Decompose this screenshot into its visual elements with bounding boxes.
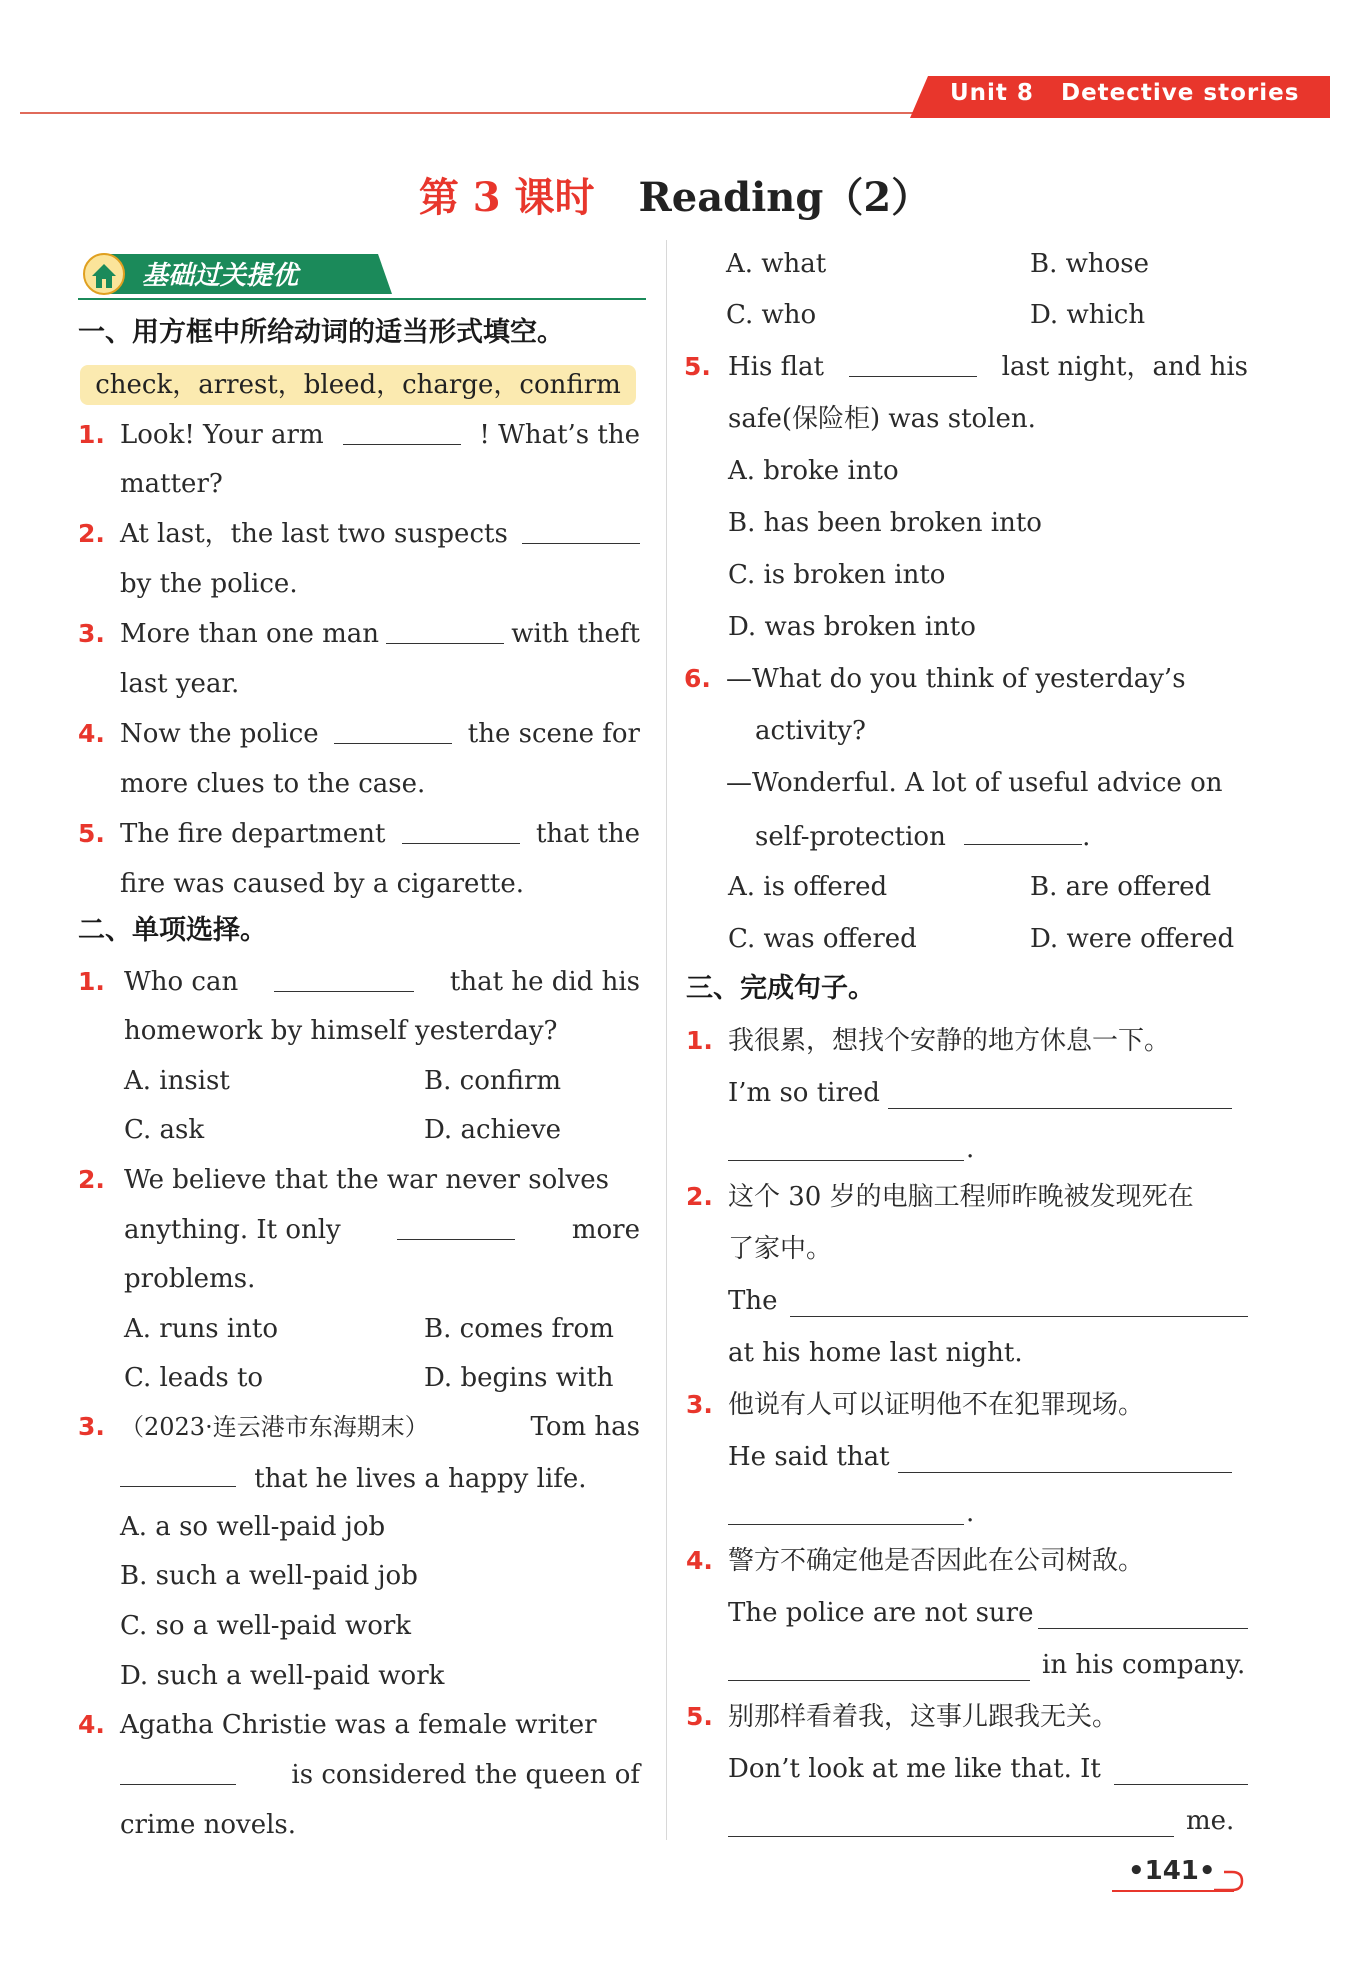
p2-q6-num: 6. xyxy=(684,664,711,693)
option-d[interactable]: D. were offered xyxy=(1030,924,1235,954)
option-c[interactable]: C. so a well-paid work xyxy=(120,1611,412,1641)
section-banner-text: 基础过关提优 xyxy=(142,261,299,291)
p1-q5-text-b: that the xyxy=(535,819,640,849)
answer-blank[interactable] xyxy=(120,1758,236,1785)
p2-q4-line2 xyxy=(120,1758,640,1792)
answer-line[interactable] xyxy=(1114,1784,1248,1785)
part3-heading: 三、完成句子。 xyxy=(686,973,875,1004)
word-box: check，arrest，bleed，charge，confirm xyxy=(80,365,636,405)
p2-q3-line1 xyxy=(120,1410,640,1444)
answer-blank[interactable] xyxy=(397,1213,515,1240)
option-c[interactable]: C. is broken into xyxy=(728,560,946,590)
option-b[interactable]: B. whose xyxy=(1030,249,1150,279)
option-d[interactable]: D. such a well-paid work xyxy=(120,1661,445,1691)
option-b[interactable]: B. such a well-paid job xyxy=(120,1561,418,1591)
answer-line[interactable] xyxy=(1038,1628,1248,1629)
p1-q3-num: 3. xyxy=(78,619,105,648)
p3-q3-num: 3. xyxy=(686,1390,713,1419)
page-title xyxy=(0,166,1350,223)
p3-q1-num: 1. xyxy=(686,1026,713,1055)
lesson-en: Reading（2） xyxy=(638,174,932,221)
p2-q5-text-a: His flat xyxy=(728,352,824,382)
p1-q3-text-b: with theft xyxy=(511,619,640,649)
p2-q6-line2: activity? xyxy=(755,716,866,746)
option-b[interactable]: B. are offered xyxy=(1030,872,1212,902)
p2-q3-text-b: Tom has xyxy=(530,1412,640,1442)
p1-q4-line1 xyxy=(120,717,640,751)
option-a[interactable]: A. runs into xyxy=(124,1314,278,1344)
answer-blank[interactable] xyxy=(343,418,461,445)
option-a[interactable]: A. what xyxy=(726,249,827,279)
p1-q1-text-b: ! What’s the xyxy=(479,420,640,450)
p2-q4-line3: crime novels. xyxy=(120,1810,297,1840)
option-d[interactable]: D. which xyxy=(1030,300,1146,330)
option-d[interactable]: D. achieve xyxy=(424,1115,562,1145)
answer-line[interactable] xyxy=(898,1472,1232,1473)
p3-q5-cn: 别那样看着我，这事儿跟我无关。 xyxy=(728,1702,1119,1732)
option-b[interactable]: B. comes from xyxy=(424,1314,614,1344)
p3-q5-num: 5. xyxy=(686,1702,713,1731)
p1-q2-line2: by the police. xyxy=(120,569,298,599)
p2-q2-line2 xyxy=(124,1213,640,1247)
p2-q4-line1: Agatha Christie was a female writer xyxy=(120,1710,597,1740)
p2-q6-text: self-protection xyxy=(755,822,946,852)
p2-q3-line2 xyxy=(120,1460,587,1496)
p1-q1-line2: matter? xyxy=(120,469,223,499)
p2-q1-num: 1. xyxy=(78,967,105,996)
p1-q3-line1 xyxy=(120,617,640,651)
period: . xyxy=(966,1498,975,1528)
p1-q5-text-a: The fire department xyxy=(120,819,386,849)
p1-q2-line1 xyxy=(120,517,640,551)
section-banner-rule xyxy=(78,298,646,300)
p3-q2-cn1: 这个 30 岁的电脑工程师昨晚被发现死在 xyxy=(728,1182,1194,1212)
p3-q2-num: 2. xyxy=(686,1182,713,1211)
p2-q2-line1: We believe that the war never solves xyxy=(124,1165,609,1195)
answer-line[interactable] xyxy=(728,1836,1174,1837)
p2-q6-line3: —Wonderful. A lot of useful advice on xyxy=(726,768,1223,798)
p3-q5-en2: me. xyxy=(1186,1806,1235,1836)
p2-q5-num: 5. xyxy=(684,352,711,381)
p2-q1-text-a: Who can xyxy=(124,967,239,997)
p1-q4-text-b: the scene for xyxy=(467,719,640,749)
p1-q2-text-a: At last，the last two suspects xyxy=(120,519,508,549)
answer-line[interactable] xyxy=(728,1160,964,1161)
answer-blank[interactable] xyxy=(120,1460,236,1487)
option-a[interactable]: A. insist xyxy=(124,1066,230,1096)
option-d[interactable]: D. begins with xyxy=(424,1363,614,1393)
p1-q5-line1 xyxy=(120,817,640,851)
answer-line[interactable] xyxy=(728,1680,1030,1681)
answer-blank[interactable] xyxy=(386,617,504,644)
p2-q4-text: is considered the queen of xyxy=(291,1760,640,1790)
answer-line[interactable] xyxy=(728,1524,964,1525)
p3-q3-cn: 他说有人可以证明他不在犯罪现场。 xyxy=(728,1390,1145,1420)
lesson-cn: 第 3 课时 xyxy=(418,174,595,221)
p1-q5-line2: fire was caused by a cigarette. xyxy=(120,869,524,899)
p3-q4-en2: in his company. xyxy=(1042,1650,1246,1680)
p3-q5-en1: Don’t look at me like that. It xyxy=(728,1754,1101,1784)
p2-q6-line1: —What do you think of yesterday’s xyxy=(726,664,1186,694)
p1-q1-line1 xyxy=(120,418,640,452)
p3-q2-en1: The xyxy=(728,1286,778,1316)
part2-heading: 二、单项选择。 xyxy=(78,915,267,946)
p1-q4-num: 4. xyxy=(78,719,105,748)
p2-q2-text-a: anything. It only xyxy=(124,1215,341,1245)
curl-arrow-icon xyxy=(1212,1868,1244,1894)
p2-q3-text: that he lives a happy life. xyxy=(254,1464,587,1494)
p1-q3-line2: last year. xyxy=(120,669,240,699)
p2-q1-text-b: that he did his xyxy=(449,967,640,997)
section-banner xyxy=(78,248,392,296)
p3-q1-en: I’m so tired xyxy=(728,1078,880,1108)
period: . xyxy=(966,1134,975,1164)
p1-q1-num: 1. xyxy=(78,420,105,449)
part1-heading: 一、用方框中所给动词的适当形式填空。 xyxy=(78,317,564,348)
option-d[interactable]: D. was broken into xyxy=(728,612,976,642)
p1-q2-num: 2. xyxy=(78,519,105,548)
answer-blank[interactable] xyxy=(849,350,977,377)
option-a[interactable]: A. a so well-paid job xyxy=(120,1512,386,1542)
option-c[interactable]: C. was offered xyxy=(728,924,917,954)
p2-q1-line1 xyxy=(124,965,640,999)
p2-q3-num: 3. xyxy=(78,1412,105,1441)
column-divider xyxy=(666,240,667,1840)
answer-line[interactable] xyxy=(790,1316,1248,1317)
p1-q1-text-a: Look! Your arm xyxy=(120,420,324,450)
p3-q3-en: He said that xyxy=(728,1442,890,1472)
unit-label: Unit 8 Detective stories xyxy=(950,80,1300,106)
option-a[interactable]: A. broke into xyxy=(728,456,899,486)
p2-q2-text-b: more xyxy=(571,1215,640,1245)
option-b[interactable]: B. confirm xyxy=(424,1066,562,1096)
option-c[interactable]: C. ask xyxy=(124,1115,205,1145)
p3-q1-cn: 我很累，想找个安静的地方休息一下。 xyxy=(728,1026,1171,1056)
p2-q1-line2: homework by himself yesterday? xyxy=(124,1016,558,1046)
p2-q2-line3: problems. xyxy=(124,1264,256,1294)
p3-q2-cn2: 了家中。 xyxy=(728,1234,833,1264)
p1-q5-num: 5. xyxy=(78,819,105,848)
answer-blank[interactable] xyxy=(964,818,1082,845)
option-c[interactable]: C. leads to xyxy=(124,1363,264,1393)
p3-q4-en1: The police are not sure xyxy=(728,1598,1034,1628)
answer-line[interactable] xyxy=(888,1108,1232,1109)
answer-blank[interactable] xyxy=(522,517,640,544)
p3-q4-cn: 警方不确定他是否因此在公司树敌。 xyxy=(728,1546,1145,1576)
p1-q3-text-a: More than one man xyxy=(120,619,380,649)
p1-q4-text-a: Now the police xyxy=(120,719,319,749)
answer-blank[interactable] xyxy=(274,965,414,992)
answer-blank[interactable] xyxy=(402,817,520,844)
p3-q4-num: 4. xyxy=(686,1546,713,1575)
p2-q2-num: 2. xyxy=(78,1165,105,1194)
p1-q4-line2: more clues to the case. xyxy=(120,769,426,799)
page-number: •141• xyxy=(1128,1856,1216,1886)
p2-q6-line4: self-protection . xyxy=(755,818,1090,854)
p2-q3-source: （2023·连云港市东海期末） xyxy=(120,1413,429,1441)
p2-q4-num: 4. xyxy=(78,1710,105,1739)
option-c[interactable]: C. who xyxy=(726,300,817,330)
option-b[interactable]: B. has been broken into xyxy=(728,508,1042,538)
answer-blank[interactable] xyxy=(334,717,452,744)
p2-q5-line2: safe(保险柜) was stolen. xyxy=(728,404,1036,434)
p3-q2-en2: at his home last night. xyxy=(728,1338,1023,1368)
p2-q5-line1 xyxy=(728,350,1248,384)
option-a[interactable]: A. is offered xyxy=(728,872,888,902)
p2-q5-text-b: last night，and his xyxy=(1001,352,1248,382)
